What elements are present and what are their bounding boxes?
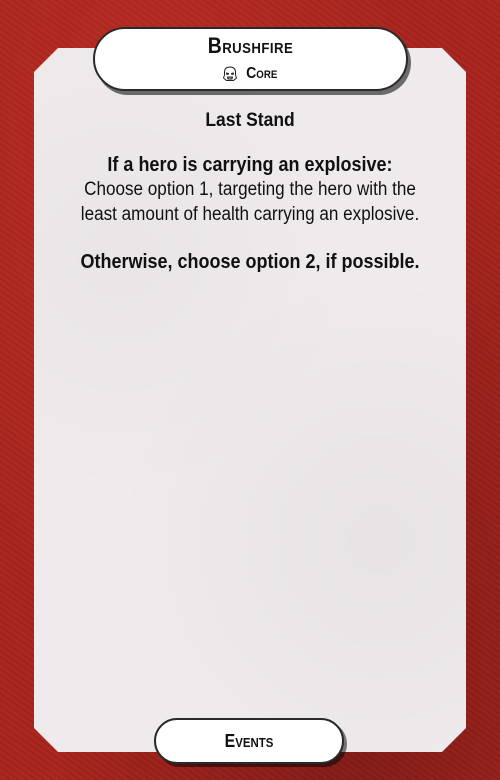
set-row (95, 65, 406, 83)
ability-name: Last Stand (205, 110, 295, 131)
title-plate (93, 27, 408, 91)
card-title: Brushfire (207, 33, 294, 58)
deck-type-label: Events (224, 731, 274, 751)
set-name: Core (245, 65, 278, 82)
otherwise-text: Otherwise, choose option 2, if possible. (80, 251, 420, 273)
condition-text: If a hero is carrying an explosive: (107, 154, 393, 176)
stormtrooper-helmet-icon (222, 66, 238, 82)
instruction-text: Choose option 1, targeting the hero with the least amount of health carrying an explosive. (80, 179, 420, 225)
deck-type-plate (154, 718, 344, 764)
card-text (34, 110, 466, 274)
